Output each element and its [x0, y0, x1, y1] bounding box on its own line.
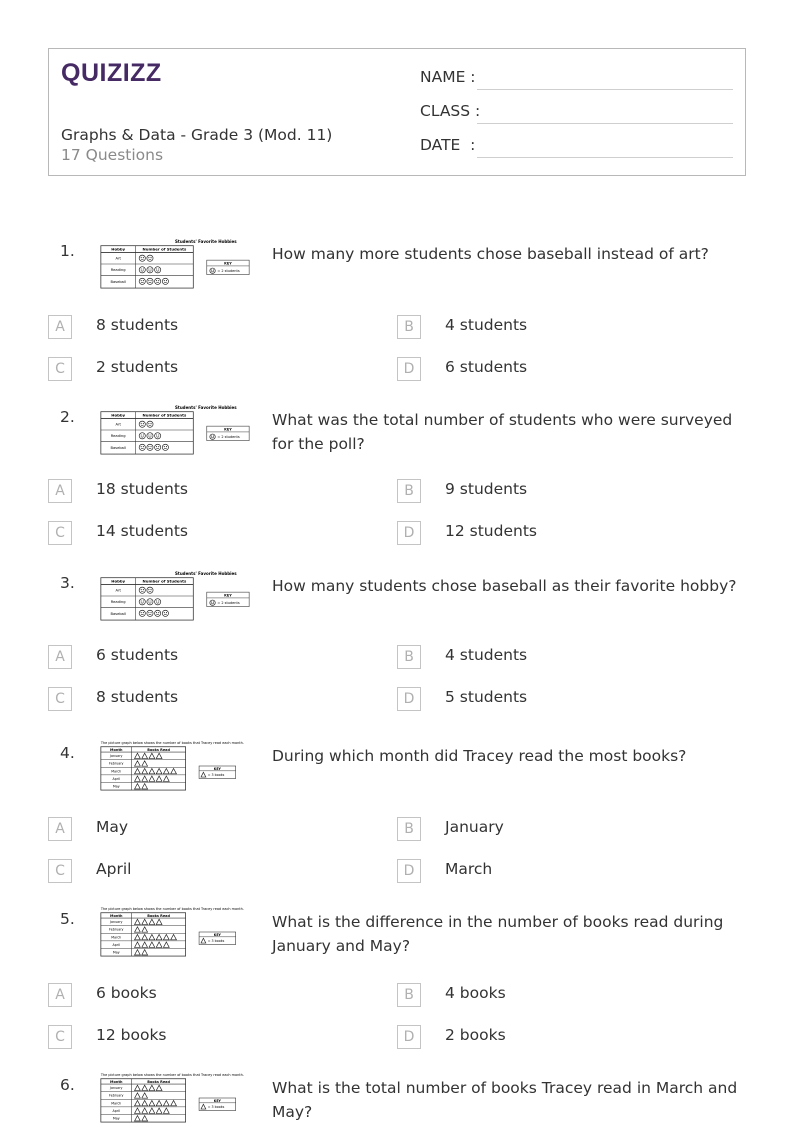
option-text: 12 students	[445, 522, 537, 540]
answer-option-d[interactable]	[397, 687, 697, 711]
triangle-icon	[135, 1108, 141, 1113]
smiley-icon	[139, 587, 145, 593]
triangle-icon	[201, 938, 206, 943]
triangle-icon	[201, 772, 206, 777]
row-label: May	[112, 784, 120, 789]
smiley-icon	[147, 267, 153, 273]
smiley-icon	[155, 433, 161, 439]
smiley-icon	[139, 421, 145, 427]
smiley-icon	[210, 268, 215, 273]
answer-option-a[interactable]	[48, 479, 348, 503]
row-label: May	[112, 1116, 120, 1121]
question-figure	[97, 238, 253, 290]
triangle-icon	[135, 1116, 141, 1121]
question-figure	[97, 404, 253, 456]
row-label: Reading	[110, 600, 126, 605]
row-label: March	[111, 769, 122, 774]
triangle-icon	[142, 776, 148, 781]
answer-option-d[interactable]	[397, 357, 697, 381]
triangle-icon	[149, 1100, 155, 1105]
triangle-icon	[149, 1085, 155, 1090]
answer-option-a[interactable]	[48, 983, 348, 1007]
figure-title: Students' Favorite Hobbies	[174, 570, 237, 576]
option-letter-box[interactable]: B	[397, 479, 421, 503]
question-block	[0, 238, 794, 410]
option-text: 8 students	[96, 316, 179, 334]
key-title: KEY	[224, 593, 232, 598]
triangle-icon	[149, 768, 155, 773]
option-letter-box[interactable]: C	[48, 1025, 72, 1049]
smiley-icon	[147, 421, 153, 427]
question-number: 6.	[60, 1076, 75, 1094]
answer-option-c[interactable]	[48, 687, 348, 711]
triangle-icon	[135, 919, 141, 924]
answer-option-b[interactable]	[397, 983, 697, 1007]
question-figure	[97, 906, 253, 958]
option-letter-box[interactable]: C	[48, 521, 72, 545]
question-block	[0, 404, 794, 576]
option-text: 5 students	[445, 688, 528, 706]
row-label: March	[111, 935, 122, 940]
option-letter-box[interactable]: A	[48, 817, 72, 841]
triangle-icon	[135, 753, 141, 758]
triangle-icon	[149, 934, 155, 939]
triangle-icon	[142, 919, 148, 924]
option-text: 9 students	[445, 480, 528, 498]
option-letter-box[interactable]: B	[397, 645, 421, 669]
triangle-icon	[163, 1100, 169, 1105]
question-number: 5.	[60, 910, 75, 928]
figure-title: Students' Favorite Hobbies	[174, 238, 237, 244]
option-text: 8 students	[96, 688, 179, 706]
column-header: Books Read	[147, 747, 170, 752]
smiley-icon	[139, 433, 145, 439]
triangle-icon	[163, 768, 169, 773]
smiley-icon	[139, 610, 145, 616]
answer-option-a[interactable]	[48, 315, 348, 339]
triangle-icon	[171, 1100, 177, 1105]
question-block	[0, 740, 794, 912]
column-header: Hobby	[111, 412, 126, 418]
row-label: April	[112, 942, 120, 947]
option-text: March	[445, 860, 493, 878]
triangle-icon	[142, 1100, 148, 1105]
option-text: January	[445, 818, 504, 836]
triangle-icon	[156, 776, 162, 781]
triangle-icon	[142, 761, 148, 766]
answer-option-b[interactable]	[397, 817, 697, 841]
row-label: Art	[115, 588, 121, 593]
option-text: 6 books	[96, 984, 157, 1002]
answer-option-d[interactable]	[397, 859, 697, 883]
triangle-icon	[142, 950, 148, 955]
question-number: 3.	[60, 574, 75, 592]
key-text: = 2 students	[217, 435, 240, 440]
triangle-icon	[149, 919, 155, 924]
triangle-icon	[201, 1104, 206, 1109]
triangle-icon	[135, 1100, 141, 1105]
option-text: 18 students	[96, 480, 188, 498]
option-letter-box[interactable]: B	[397, 315, 421, 339]
row-label: Baseball	[110, 611, 126, 616]
smiley-icon	[162, 610, 168, 616]
triangle-icon	[163, 776, 169, 781]
row-label: Reading	[110, 268, 126, 273]
answer-option-c[interactable]	[48, 521, 348, 545]
smiley-icon	[139, 267, 145, 273]
answer-option-d[interactable]	[397, 1025, 697, 1049]
class-line	[477, 123, 733, 124]
option-text: 2 students	[96, 358, 179, 376]
answer-option-c[interactable]	[48, 859, 348, 883]
triangle-icon	[135, 768, 141, 773]
key-title: KEY	[213, 766, 221, 771]
option-letter-box[interactable]: D	[397, 357, 421, 381]
option-text: 4 books	[445, 984, 506, 1002]
smiley-icon	[155, 610, 161, 616]
smiley-icon	[147, 278, 153, 284]
option-letter-box[interactable]: C	[48, 357, 72, 381]
question-figure	[97, 1072, 253, 1123]
column-header: Month	[110, 747, 123, 752]
triangle-icon	[135, 776, 141, 781]
row-label: February	[109, 927, 124, 932]
question-block	[0, 906, 794, 1078]
triangle-icon	[142, 784, 148, 789]
smiley-icon	[155, 267, 161, 273]
option-text: 6 students	[96, 646, 179, 664]
figure-title: The picture graph below shows the number of books that Tracey read each month.	[100, 1072, 244, 1077]
smiley-icon	[147, 255, 153, 261]
triangle-icon	[163, 942, 169, 947]
question-text: How many students chose baseball as their favorite hobby?	[272, 577, 737, 595]
key-title: KEY	[224, 427, 232, 432]
question-count: 17 Questions	[61, 146, 164, 164]
row-label: Baseball	[110, 279, 126, 284]
triangle-icon	[142, 768, 148, 773]
key-text: = 2 students	[217, 269, 240, 274]
question-block	[0, 570, 794, 742]
option-text: 12 books	[96, 1026, 167, 1044]
key-title: KEY	[213, 932, 221, 937]
answer-option-b[interactable]	[397, 645, 697, 669]
smiley-icon	[210, 434, 215, 439]
question-text: What was the total number of students who were surveyed for the poll?	[272, 411, 733, 453]
triangle-icon	[171, 768, 177, 773]
triangle-icon	[156, 919, 162, 924]
question-text: How many more students chose baseball instead of art?	[272, 245, 709, 263]
row-label: Art	[115, 256, 121, 261]
option-text: 6 students	[445, 358, 528, 376]
column-header: Hobby	[111, 578, 126, 584]
column-header: Month	[110, 1079, 123, 1084]
option-letter-box[interactable]: D	[397, 687, 421, 711]
key-text: = 3 books	[207, 773, 225, 778]
triangle-icon	[135, 942, 141, 947]
triangle-icon	[135, 1085, 141, 1090]
triangle-icon	[135, 950, 141, 955]
triangle-icon	[156, 1100, 162, 1105]
name-line	[477, 89, 733, 90]
smiley-icon	[139, 255, 145, 261]
row-label: January	[110, 1086, 123, 1091]
triangle-icon	[142, 927, 148, 932]
key-text: = 3 books	[207, 1105, 225, 1110]
figure-title: The picture graph below shows the number of books that Tracey read each month.	[100, 740, 244, 745]
key-title: KEY	[224, 261, 232, 266]
option-text: 14 students	[96, 522, 188, 540]
option-letter-box[interactable]: B	[397, 817, 421, 841]
triangle-icon	[171, 934, 177, 939]
triangle-icon	[142, 753, 148, 758]
column-header: Month	[110, 913, 123, 918]
row-label: February	[109, 761, 124, 766]
name-field[interactable]	[420, 68, 733, 90]
column-header: Books Read	[147, 913, 170, 918]
smiley-icon	[210, 600, 215, 605]
row-label: February	[109, 1093, 124, 1098]
question-text: During which month did Tracey read the most books?	[272, 747, 687, 765]
smiley-icon	[139, 278, 145, 284]
option-letter-box[interactable]: D	[397, 1025, 421, 1049]
question-text: What is the difference in the number of books read during January and May?	[272, 913, 724, 955]
option-letter-box[interactable]: D	[397, 859, 421, 883]
option-letter-box[interactable]: A	[48, 645, 72, 669]
option-text: 4 students	[445, 316, 528, 334]
smiley-icon	[147, 587, 153, 593]
triangle-icon	[142, 934, 148, 939]
column-header: Number of Students	[142, 412, 187, 418]
triangle-icon	[149, 942, 155, 947]
smiley-icon	[139, 599, 145, 605]
date-field[interactable]	[420, 136, 733, 158]
option-text: 4 students	[445, 646, 528, 664]
smiley-icon	[162, 444, 168, 450]
option-text: 2 books	[445, 1026, 506, 1044]
answer-option-b[interactable]	[397, 315, 697, 339]
smiley-icon	[147, 444, 153, 450]
worksheet-title: Graphs & Data - Grade 3 (Mod. 11)	[61, 126, 333, 144]
triangle-icon	[135, 1093, 141, 1098]
smiley-icon	[162, 278, 168, 284]
date-label: DATE :	[420, 136, 476, 154]
triangle-icon	[135, 784, 141, 789]
option-letter-box[interactable]: D	[397, 521, 421, 545]
column-header: Number of Students	[142, 246, 187, 252]
triangle-icon	[149, 753, 155, 758]
row-label: Baseball	[110, 445, 126, 450]
column-header: Number of Students	[142, 578, 187, 584]
row-label: April	[112, 1108, 120, 1113]
smiley-icon	[147, 610, 153, 616]
row-label: Art	[115, 422, 121, 427]
row-label: January	[110, 754, 123, 759]
triangle-icon	[156, 934, 162, 939]
triangle-icon	[156, 753, 162, 758]
answer-option-b[interactable]	[397, 479, 697, 503]
worksheet-header	[48, 48, 746, 176]
key-title: KEY	[213, 1098, 221, 1103]
triangle-icon	[149, 1108, 155, 1113]
option-letter-box[interactable]: B	[397, 983, 421, 1007]
answer-option-c[interactable]	[48, 1025, 348, 1049]
option-letter-box[interactable]: C	[48, 687, 72, 711]
row-label: April	[112, 776, 120, 781]
option-letter-box[interactable]: C	[48, 859, 72, 883]
name-label: NAME :	[420, 68, 476, 86]
option-text: April	[96, 860, 132, 878]
triangle-icon	[142, 1085, 148, 1090]
option-letter-box[interactable]: A	[48, 479, 72, 503]
triangle-icon	[135, 761, 141, 766]
class-field[interactable]	[420, 102, 733, 124]
smiley-icon	[147, 433, 153, 439]
triangle-icon	[142, 1108, 148, 1113]
question-text: What is the total number of books Tracey read in March and May?	[272, 1079, 738, 1121]
smiley-icon	[155, 444, 161, 450]
question-number: 4.	[60, 744, 75, 762]
option-letter-box[interactable]: A	[48, 315, 72, 339]
triangle-icon	[156, 942, 162, 947]
class-label: CLASS :	[420, 102, 481, 120]
row-label: January	[110, 920, 123, 925]
question-block	[0, 1072, 794, 1123]
figure-title: Students' Favorite Hobbies	[174, 404, 237, 410]
answer-option-c[interactable]	[48, 357, 348, 381]
smiley-icon	[139, 444, 145, 450]
option-text: May	[96, 818, 129, 836]
triangle-icon	[156, 768, 162, 773]
answer-option-a[interactable]	[48, 817, 348, 841]
row-label: March	[111, 1101, 122, 1106]
column-header: Books Read	[147, 1079, 170, 1084]
row-label: May	[112, 950, 120, 955]
smiley-icon	[147, 599, 153, 605]
question-number: 1.	[60, 242, 75, 260]
triangle-icon	[142, 1093, 148, 1098]
quizizz-logo: QUIZIZZ	[61, 59, 162, 87]
question-figure	[97, 570, 253, 622]
figure-title: The picture graph below shows the number of books that Tracey read each month.	[100, 906, 244, 911]
option-letter-box[interactable]: A	[48, 983, 72, 1007]
triangle-icon	[163, 934, 169, 939]
triangle-icon	[135, 927, 141, 932]
question-figure	[97, 740, 253, 792]
triangle-icon	[142, 942, 148, 947]
key-text: = 2 students	[217, 601, 240, 606]
triangle-icon	[149, 776, 155, 781]
triangle-icon	[163, 1108, 169, 1113]
date-line	[477, 157, 733, 158]
column-header: Hobby	[111, 246, 126, 252]
row-label: Reading	[110, 434, 126, 439]
key-text: = 3 books	[207, 939, 225, 944]
smiley-icon	[155, 278, 161, 284]
triangle-icon	[156, 1108, 162, 1113]
smiley-icon	[155, 599, 161, 605]
question-number: 2.	[60, 408, 75, 426]
triangle-icon	[142, 1116, 148, 1121]
triangle-icon	[156, 1085, 162, 1090]
answer-option-a[interactable]	[48, 645, 348, 669]
answer-option-d[interactable]	[397, 521, 697, 545]
triangle-icon	[135, 934, 141, 939]
